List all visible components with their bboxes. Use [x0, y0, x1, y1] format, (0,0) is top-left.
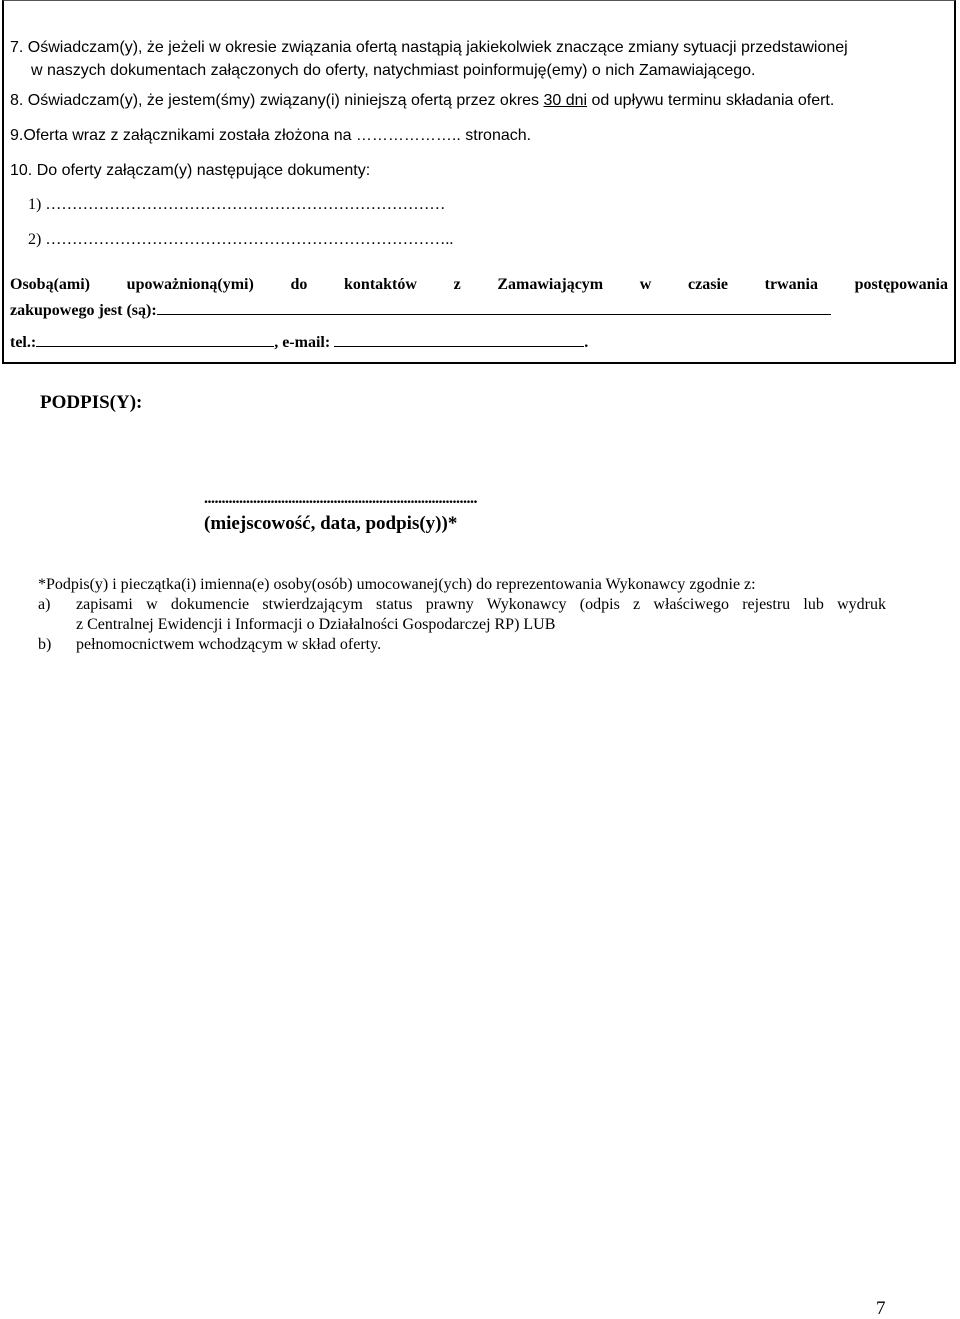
contact-end-dot: . [584, 334, 589, 351]
item-10 [10, 162, 370, 180]
contact-person-label: zakupowego jest (są): [10, 302, 157, 319]
email-label: , e-mail: [274, 334, 331, 351]
item-7-line-2: w naszych dokumentach załączonych do oferty, natychmiast poinformuję(emy) o nich Zamawiającego. [31, 62, 756, 79]
item-8-text-before: Oświadczam(y), że jestem(śmy) związany(i) niniejszą ofertą przez okres [27, 92, 544, 109]
item-7-text: Oświadczam(y), że jeżeli w okresie związania ofertą nastąpią jakiekolwiek znaczące zmiany sytuacji przedstawionej [27, 39, 848, 56]
document-entry-2 [28, 231, 453, 249]
page-number: 7 [876, 1298, 886, 1319]
document-entry-1-label: 1) [28, 196, 42, 213]
item-9-number: 9. [10, 127, 24, 144]
signature-heading: PODPIS(Y): [40, 392, 143, 413]
signature-dots: .............................................................................. [204, 490, 477, 507]
item-10-text: Do oferty załączam(y) następujące dokumenty: [36, 162, 371, 179]
document-entry-2-label: 2) [28, 231, 42, 248]
footnote-b-label: b) [38, 636, 52, 653]
signature-caption: (miejscowość, data, podpis(y))* [204, 513, 458, 534]
item-8-period: 30 dni [543, 92, 588, 109]
footnote-a-line-2: z Centralnej Ewidencji i Informacji o Działalności Gospodarczej RP) LUB [76, 616, 556, 633]
item-9 [10, 127, 531, 145]
item-10-number: 10. [10, 162, 33, 179]
contact-person-field[interactable] [157, 300, 831, 315]
contact-line-2 [10, 300, 831, 320]
footnote-a-label: a) [38, 596, 51, 613]
item-7-number: 7. [10, 39, 24, 56]
item-8-number: 8. [10, 92, 24, 109]
contact-line-3 [10, 332, 588, 352]
footnote-intro: *Podpis(y) i pieczątka(i) imienna(e) osoby(osób) umocowanej(ych) do reprezentowania Wykonawcy zgodnie z: [38, 576, 756, 593]
item-9-text: Oferta wraz z załącznikami została złożona na ……………….. stronach. [23, 127, 532, 144]
item-7-line-1 [10, 39, 848, 57]
document-entry-2-dots: ………………………………………………………………….. [45, 231, 454, 248]
footnote-a-line-1: zapisami w dokumencie stwierdzającym status prawny Wykonawcy (odpis z właściwego rejestru lub wydruk [76, 596, 886, 613]
tel-label: tel.: [10, 334, 37, 351]
email-field[interactable] [334, 332, 584, 347]
tel-field[interactable] [36, 332, 274, 347]
document-entry-1 [28, 196, 445, 214]
item-8-text-after: od upływu terminu składania ofert. [587, 92, 835, 109]
contact-line-1: Osobą(ami) upoważnioną(ymi) do kontaktów z Zamawiającym w czasie trwania postępowania [10, 276, 948, 293]
item-8 [10, 92, 834, 110]
footnote-b-text: pełnomocnictwem wchodzącym w skład oferty. [76, 636, 382, 653]
document-entry-1-dots: ………………………………………………………………… [45, 196, 446, 213]
